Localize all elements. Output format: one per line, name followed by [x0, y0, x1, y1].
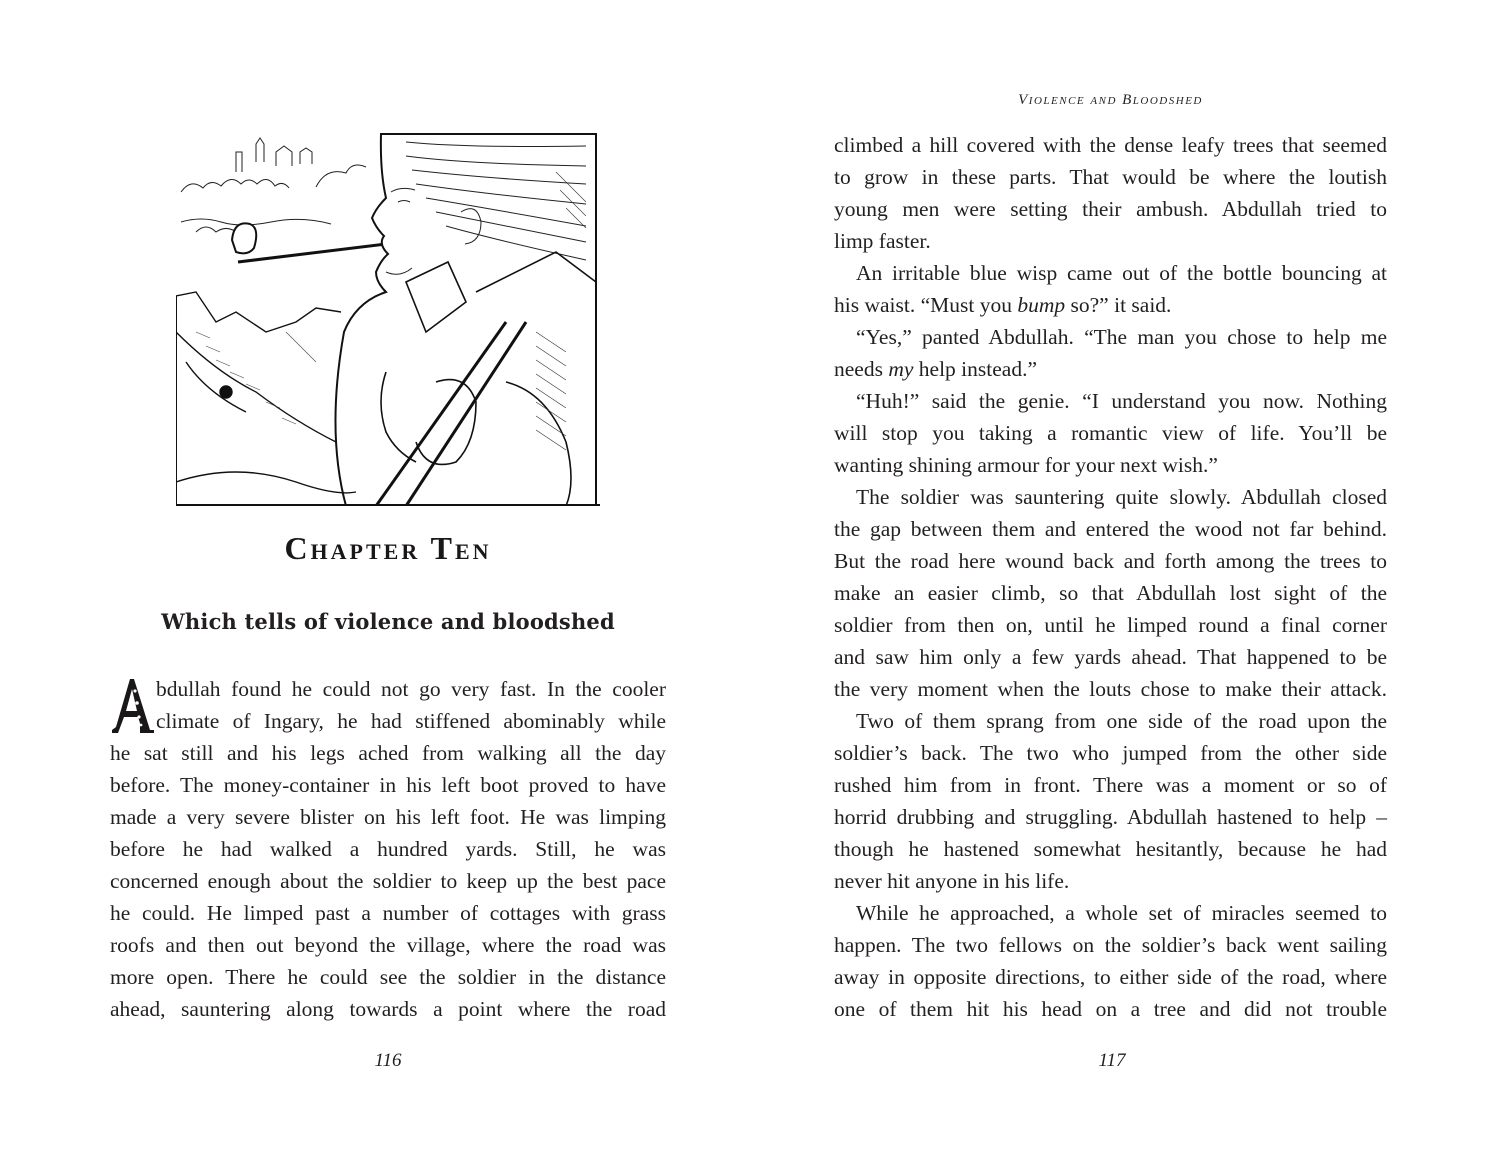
text-line: wanting shining armour for your next wish.” — [834, 453, 1218, 477]
text-line: he could. He limped past a number of cottages with grass — [110, 901, 666, 925]
text-line — [834, 353, 1387, 385]
text-line: he sat still and his legs ached from walking all the day — [110, 741, 666, 765]
text-line: “Huh!” said the genie. “I understand you now. Nothing — [856, 389, 1387, 413]
text-line: made a very severe blister on his left foot. He was limping — [110, 805, 666, 829]
text-line: and saw him only a few yards ahead. That happened to be — [834, 645, 1387, 669]
text-line: limp faster. — [834, 229, 931, 253]
text-line: rushed him from in front. There was a moment or so of — [834, 773, 1387, 797]
text-line: climate of Ingary, he had stiffened abominably while — [156, 709, 666, 733]
text-line: make an easier climb, so that Abdullah lost sight of the — [834, 581, 1387, 605]
text-line: before he had walked a hundred yards. Still, he was — [110, 837, 666, 861]
text-line: the gap between them and entered the wood not far behind. — [834, 517, 1387, 541]
illustration-icon — [176, 132, 600, 506]
text-line: one of them hit his head on a tree and did not trouble — [834, 997, 1387, 1021]
text-line: soldier from then on, until he limped round a final corner — [834, 613, 1387, 637]
left-body-text — [110, 673, 666, 1025]
text-run: his waist. “Must you — [834, 293, 1018, 317]
text-line: The soldier was sauntering quite slowly. Abdullah closed — [856, 485, 1387, 509]
text-line: though he hastened somewhat hesitantly, because he had — [834, 837, 1387, 861]
text-line: An irritable blue wisp came out of the bottle bouncing at — [856, 261, 1387, 285]
page-number: 116 — [374, 1050, 402, 1071]
text-line: soldier’s back. The two who jumped from the other side — [834, 741, 1387, 765]
text-line: young men were setting their ambush. Abdullah tried to — [834, 197, 1387, 221]
text-line: the very moment when the louts chose to make their attack. — [834, 677, 1387, 701]
text-line: concerned enough about the soldier to keep up the best pace — [110, 869, 666, 893]
text-line: away in opposite directions, to either side of the road, where — [834, 965, 1387, 989]
chapter-title: Chapter Ten — [284, 530, 492, 566]
text-line: climbed a hill covered with the dense leafy trees that seemed — [834, 133, 1387, 157]
running-head: Violence and Bloodshed — [1018, 92, 1203, 108]
page-number: 117 — [1098, 1050, 1126, 1071]
text-line: “Yes,” panted Abdullah. “The man you chose to help me — [856, 325, 1387, 349]
chapter-illustration — [176, 132, 600, 506]
emphasis: bump — [1017, 293, 1066, 317]
text-line: But the road here wound back and forth among the trees to — [834, 549, 1387, 573]
text-line: horrid drubbing and struggling. Abdullah hastened to help – — [834, 805, 1387, 829]
text-line: never hit anyone in his life. — [834, 869, 1070, 893]
text-line: roofs and then out beyond the village, where the road was — [110, 933, 666, 957]
text-run: help instead.” — [913, 357, 1037, 381]
chapter-subtitle: Which tells of violence and bloodshed — [161, 609, 615, 634]
text-line: Two of them sprang from one side of the road upon the — [856, 709, 1387, 733]
text-line: While he approached, a whole set of miracles seemed to — [856, 901, 1387, 925]
text-run: so?” it said. — [1065, 293, 1172, 317]
text-line: before. The money-container in his left boot proved to have — [110, 773, 666, 797]
text-line — [834, 289, 1387, 321]
text-line: ahead, sauntering along towards a point where the road — [110, 997, 666, 1021]
text-line: more open. There he could see the soldier in the distance — [110, 965, 666, 989]
emphasis: my — [888, 357, 914, 381]
text-line: will stop you taking a romantic view of life. You’ll be — [834, 421, 1387, 445]
text-run: needs — [834, 357, 889, 381]
text-line: to grow in these parts. That would be where the loutish — [834, 165, 1387, 189]
text-line: happen. The two fellows on the soldier’s back went sailing — [834, 933, 1387, 957]
right-body-text — [834, 129, 1387, 1025]
text-line: bdullah found he could not go very fast. In the cooler — [156, 677, 666, 701]
